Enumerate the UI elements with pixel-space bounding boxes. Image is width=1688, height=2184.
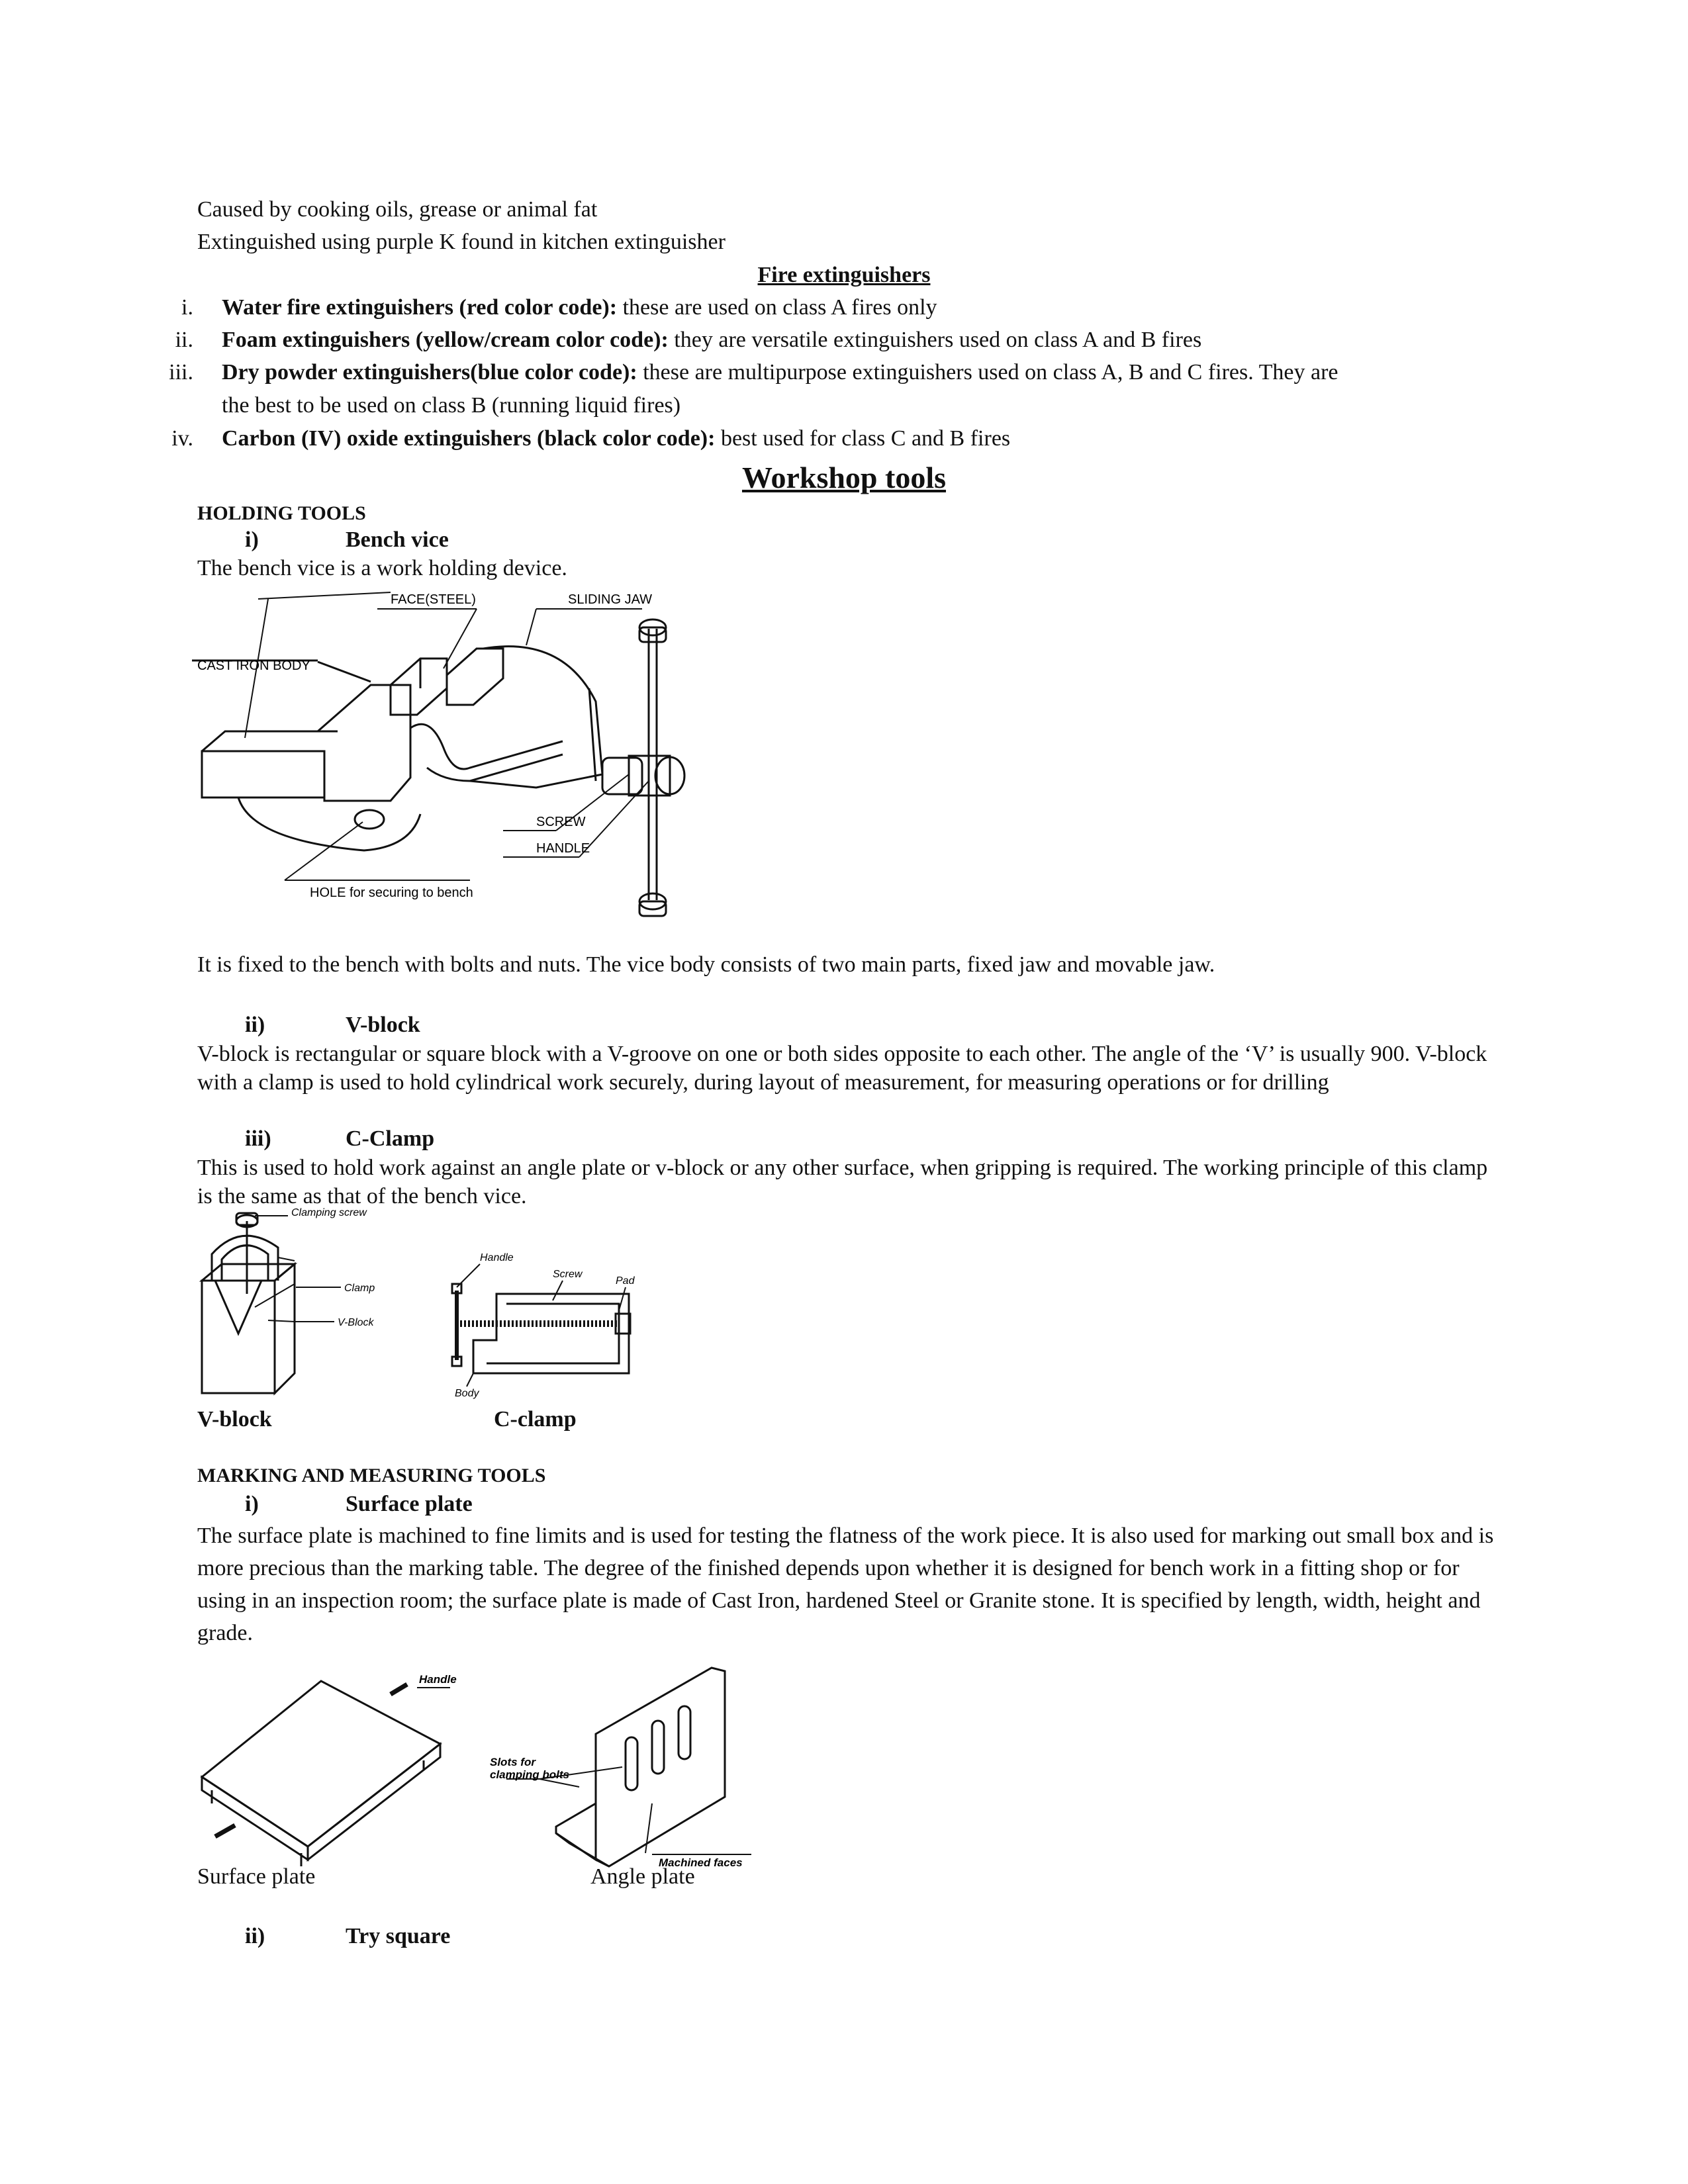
label-c-body: Body (455, 1388, 479, 1399)
caption-v-block: V-block (197, 1407, 272, 1432)
list-item (222, 294, 937, 322)
v-block-description: V-block is rectangular or square block with a V-groove on one or both sides opposite to each other. The angle of the ‘V’ is usually 900. V-block with a clamp is used to hold cylindrical work securely, during layout of measurement, for measuring operations or for drilling (197, 1042, 1487, 1095)
bench-vice-numeral: i) (245, 527, 259, 552)
caption-surface-plate: Surface plate (197, 1864, 316, 1889)
holding-tools-heading: HOLDING TOOLS (197, 502, 366, 524)
workshop-tools-title: Workshop tools (741, 461, 947, 494)
c-clamp-description: This is used to hold work against an angle plate or v-block or any other surface, when gripping is required. The working principle of this clamp is the same as that of the bench vice. (197, 1156, 1488, 1208)
list-item-term: Dry powder extinguishers(blue color code): (222, 360, 637, 385)
label-handle: HANDLE (536, 841, 590, 856)
label-slots: Slots for (490, 1756, 536, 1768)
list-item (222, 359, 1338, 387)
label-face: FACE(STEEL) (391, 592, 476, 607)
list-item (222, 425, 1010, 453)
label-c-pad: Pad (616, 1275, 635, 1287)
v-block-title: V-block (346, 1013, 420, 1037)
label-clamping-screw: Clamping screw (291, 1208, 367, 1218)
v-block-numeral: ii) (245, 1013, 265, 1037)
label-hole: HOLE for securing to bench (310, 886, 473, 900)
caption-angle-plate: Angle plate (590, 1864, 695, 1889)
label-machined-faces: Machined faces (659, 1856, 743, 1869)
surface-plate-title: Surface plate (346, 1492, 473, 1516)
intro-line-1: Caused by cooking oils, grease or animal fat (197, 197, 598, 222)
list-item (222, 326, 1201, 354)
list-item-continuation: the best to be used on class B (running liquid fires) (222, 393, 681, 418)
bench-vice-title: Bench vice (346, 527, 449, 552)
label-v-block: V-Block (338, 1317, 374, 1328)
label-cast-iron-body: CAST IRON BODY (197, 659, 310, 673)
list-numeral: ii. (175, 328, 193, 352)
c-clamp-numeral: iii) (245, 1126, 271, 1151)
list-item-text: these are used on class A fires only (617, 295, 937, 320)
label-clamping-bolts: clamping bolts (490, 1768, 569, 1781)
surface-angle-plate-figure (195, 1655, 778, 1880)
try-square-title: Try square (346, 1924, 451, 1948)
list-item-text: they are versatile extinguishers used on class A and B fires (668, 328, 1202, 352)
list-numeral: iii. (169, 360, 193, 385)
label-clamp: Clamp (344, 1283, 375, 1294)
label-c-screw: Screw (553, 1269, 583, 1280)
list-item-text: best used for class C and B fires (715, 426, 1011, 451)
label-sliding-jaw: SLIDING JAW (568, 592, 653, 607)
marking-tools-heading: MARKING AND MEASURING TOOLS (197, 1465, 546, 1486)
list-item-text: these are multipurpose extinguishers used on class A, B and C fires. They are (637, 360, 1338, 385)
surface-plate-numeral: i) (245, 1492, 259, 1516)
list-item-term: Foam extinguishers (yellow/cream color code): (222, 328, 669, 352)
bench-vice-intro: The bench vice is a work holding device. (197, 556, 567, 580)
intro-line-2: Extinguished using purple K found in kitchen extinguisher (197, 230, 726, 254)
surface-plate-description: The surface plate is machined to fine limits and is used for testing the flatness of the work piece. It is also used for marking out small box and is more precious than the marking table. The degree of the finished depends upon whether it is designed for bench work in a fitting shop or for using in an inspection room; the surface plate is made of Cast Iron, hardened Steel or Granite stone. It is specified by length, width, height and grade. (197, 1524, 1494, 1645)
bench-vice-figure (192, 582, 695, 953)
label-c-handle: Handle (480, 1252, 514, 1263)
label-screw: SCREW (536, 815, 586, 829)
caption-c-clamp: C-clamp (494, 1407, 577, 1432)
bench-vice-description: It is fixed to the bench with bolts and nuts. The vice body consists of two main parts, fixed jaw and movable jaw. (197, 952, 1215, 977)
fire-extinguishers-heading: Fire extinguishers (757, 263, 931, 287)
list-item-term: Carbon (IV) oxide extinguishers (black color code): (222, 426, 716, 451)
list-numeral: i. (181, 295, 193, 320)
label-plate-handle: Handle (419, 1673, 457, 1686)
try-square-numeral: ii) (245, 1924, 265, 1948)
list-numeral: iv. (171, 426, 193, 451)
list-item-term: Water fire extinguishers (red color code): (222, 295, 618, 320)
vblock-cclamp-figure (195, 1208, 645, 1400)
c-clamp-title: C-Clamp (346, 1126, 435, 1151)
